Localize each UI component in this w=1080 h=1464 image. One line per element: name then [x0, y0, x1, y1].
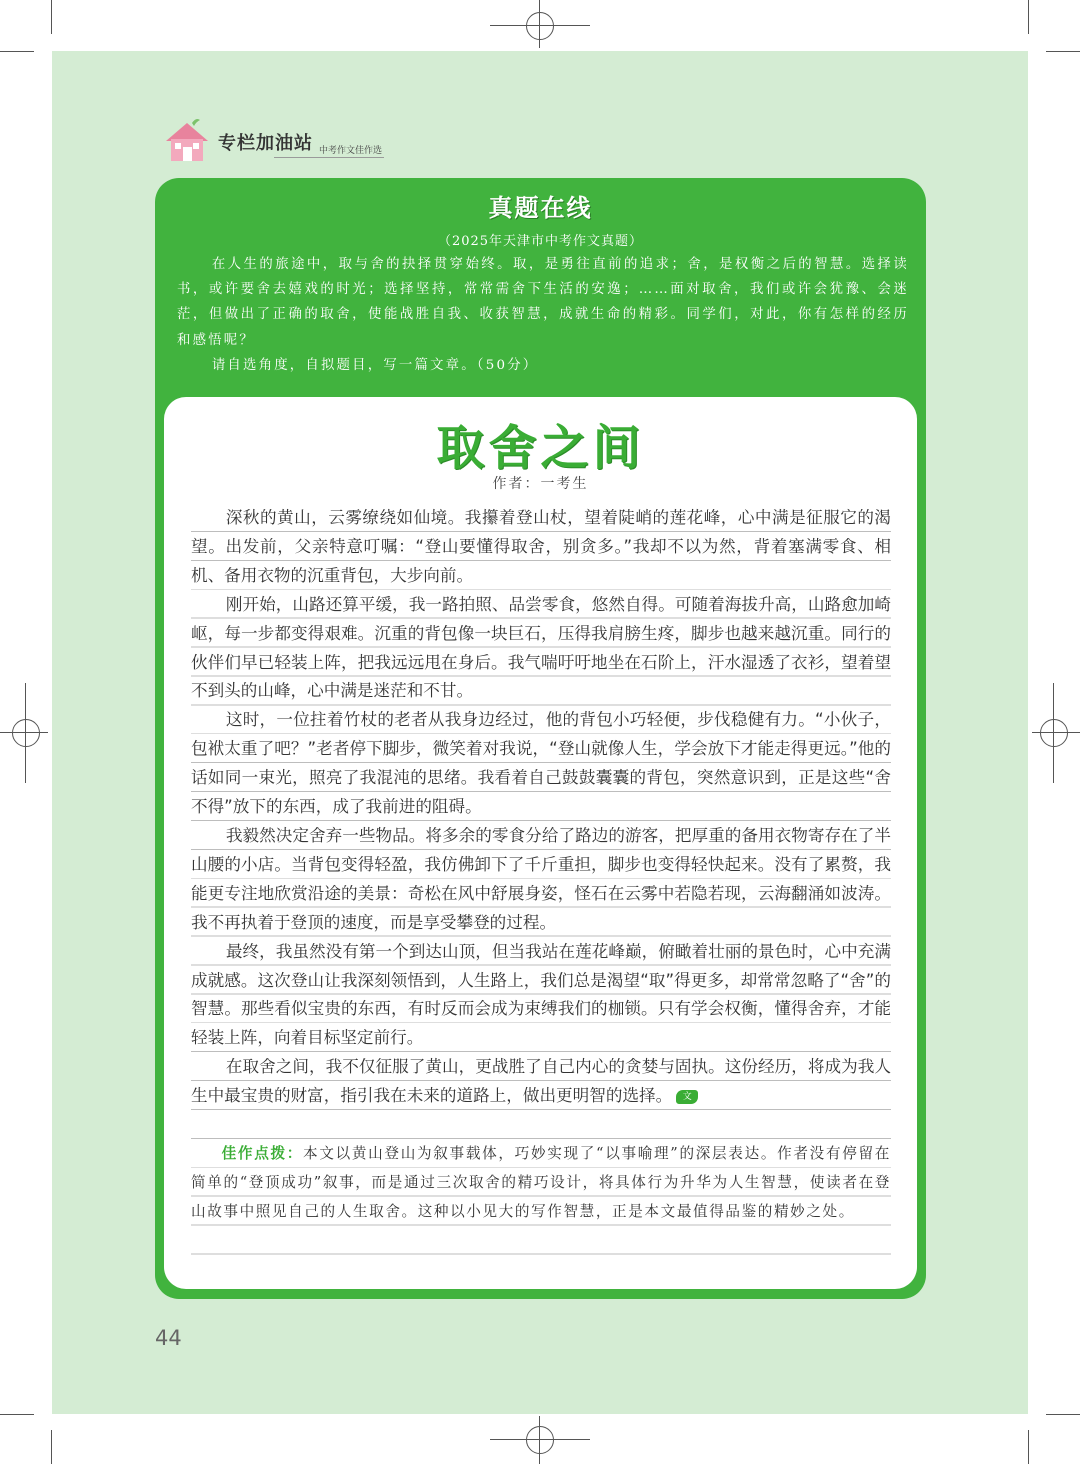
page — [52, 51, 1028, 1414]
registration-mark — [526, 12, 554, 40]
header-divider — [274, 157, 384, 158]
article-card — [164, 397, 917, 1289]
article-paragraph: 最终，我虽然没有第一个到达山顶，但当我站在莲花峰巅，俯瞰着壮丽的景色时，心中充满成就感。这次登山让我深刻领悟到，人生路上，我们总是渴望“取”得更多，却常常忽略了“舍”的智慧。那些看似宝贵的东西，有时反而会成为束缚我们的枷锁。只有学会权衡，懂得舍弃，才能轻装上阵，向着目标坚定前行。 — [191, 941, 891, 1048]
registration-mark — [1040, 719, 1068, 747]
article-paragraph: 深秋的黄山，云雾缭绕如仙境。我攥着登山杖，望着陡峭的莲花峰，心中满是征服它的渴望。出发前，父亲特意叮嘱：“登山要懂得取舍，别贪多。”我却不以为然，背着塞满零食、相机、备用衣物的沉重背包，大步向前。 — [191, 508, 891, 585]
prompt-paragraph: 在人生的旅途中，取与舍的抉择贯穿始终。取，是勇往直前的追求；舍，是权衡之后的智慧。选择读书，或许要舍去嬉戏的时光；选择坚持，常常需舍下生活的安逸；……面对取舍，我们或许会犹豫、会迷茫，但做出了正确的取舍，使能战胜自我、收获智慧，成就生命的精彩。同学们，对此，你有怎样的经历和感悟呢？ — [177, 257, 909, 348]
registration-mark — [526, 1426, 554, 1454]
comment-label: 佳作点拨： — [221, 1145, 304, 1163]
end-mark-icon: 文 — [676, 1090, 698, 1104]
page-number: 44 — [155, 1326, 182, 1350]
registration-mark — [12, 719, 40, 747]
column-subtitle: 中考作文佳作选 — [319, 146, 383, 156]
article-title: 取舍之间 — [436, 420, 645, 476]
article-paragraph: 我毅然决定舍弃一些物品。将多余的零食分给了路边的游客，把厚重的备用衣物寄存在了半山腰的小店。当背包变得轻盈，我仿佛卸下了千斤重担，脚步也变得轻快起来。没有了累赘，我能更专注地欣赏沿途的美景：奇松在风中舒展身姿，怪石在云雾中若隐若现，云海翻涌如波涛。我不再执着于登顶的速度，而是享受攀登的过程。 — [191, 825, 891, 932]
article-paragraph: 这时，一位拄着竹杖的老者从我身边经过，他的背包小巧轻便，步伐稳健有力。“小伙子，包袱太重了吧？”老者停下脚步，微笑着对我说，“登山就像人生，学会放下才能走得更远。”他的话如同一束光，照亮了我混沌的思绪。我看着自己鼓鼓囊囊的背包，突然意识到，正是这些“舍不得”放下的东西，成了我前进的阻碍。 — [191, 710, 891, 817]
section-title: 真题在线 — [488, 193, 593, 222]
article-paragraph-text: 在取舍之间，我不仅征服了黄山，更战胜了自己内心的贪婪与固执。这份经历，将成为我人生中最宝贵的财富，指引我在未来的道路上，做出更明智的选择。 — [191, 1057, 891, 1106]
crop-mark — [0, 1414, 34, 1415]
house-icon — [162, 117, 212, 163]
crop-mark — [1028, 1430, 1029, 1464]
crop-mark — [0, 51, 34, 52]
question-card — [155, 178, 926, 1299]
question-prompt — [177, 252, 909, 378]
crop-mark — [51, 1430, 52, 1464]
expert-comment — [191, 1140, 891, 1227]
column-title: 专栏加油站 — [218, 133, 313, 154]
crop-mark — [1046, 51, 1080, 52]
article-body — [191, 504, 891, 1274]
question-source: （2025年天津市中考作文真题） — [437, 234, 644, 249]
article-paragraph: 刚开始，山路还算平缓，我一路拍照、品尝零食，悠然自得。可随着海拔升高，山路愈加崎岖，每一步都变得艰难。沉重的背包像一块巨石，压得我肩膀生疼，脚步也越来越沉重。同行的伙伴们早已轻装上阵，把我远远甩在身后。我气喘吁吁地坐在石阶上，汗水湿透了衣衫，望着望不到头的山峰，心中满是迷茫和不甘。 — [191, 594, 891, 701]
article-author: 作者：一考生 — [492, 476, 589, 492]
prompt-paragraph: 请自选角度，自拟题目，写一篇文章。（50分） — [211, 357, 539, 373]
crop-mark — [1046, 1414, 1080, 1415]
crop-mark — [1028, 0, 1029, 34]
article-paragraph-last — [191, 1053, 891, 1111]
comment-text: 本文以黄山登山为叙事载体，巧妙实现了“以事喻理”的深层表达。作者没有停留在简单的“登顶成功”叙事，而是通过三次取舍的精巧设计，将具体行为升华为人生智慧，使读者在登山故事中照见自己的人生取舍。这种以小见大的写作智慧，正是本文最值得品鉴的精妙之处。 — [191, 1145, 891, 1220]
crop-mark — [51, 0, 52, 34]
